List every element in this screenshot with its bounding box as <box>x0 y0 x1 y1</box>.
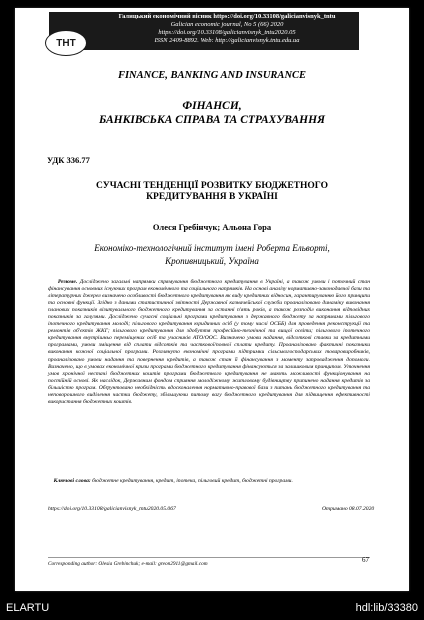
journal-issn-web[interactable]: ISSN 2409-8892. Web: http://galicianvisnyk.tntu.edu.ua <box>154 37 300 44</box>
footer-handle: hdl:lib/33380 <box>355 602 418 614</box>
article-title-1: СУЧАСНІ ТЕНДЕНЦІЇ РОЗВИТКУ БЮДЖЕТНОГО <box>96 181 328 191</box>
received-date: Отримано 08.07.2020 <box>322 506 375 512</box>
keywords <box>48 478 370 485</box>
section-title-ua-2: БАНКІВСЬКА СПРАВА ТА СТРАХУВАННЯ <box>98 114 325 126</box>
institution-line-2: Кропивницький, Україна <box>165 256 259 266</box>
journal-logo: ТНТ <box>45 30 87 56</box>
authors: Олеся Гребінчук; Альона Гора <box>152 222 272 232</box>
section-title-en: FINANCE, BANKING AND INSURANCE <box>117 70 307 81</box>
page-number: 67 <box>362 556 369 564</box>
abstract-text: Досліджено загальні напрямки спрямування бюджетного кредитування в Україні, а також умови і поточний стан фінансування основних існуючих програм економічного та соціального напрямків. На основі аналізу нормативно-законодавчої бази та літературних джерел визначено особливості бюджетного кредитування як виду кредитних відносин, гарантируванню його принципи та основні функції. Згідно з даними статистичної звітності Державної казначейської служби проаналізовано динаміку виконання планових показників візитувального бюджетного кредитування за останні п'ять років, а також розподіл виконання відповідних показників за галузями. Досліджено сучасні соціальні програми кредитування з державного бюджету за напрямами пільгового іпотечного кредитування молоді; пільгового кредитування юридичних осіб (у тому числі ОСББ) для проведення реконструкції та ремонтів об'єктів ЖКГ; пільгового кредитування для здобуття професійно-технічної та вищої освіти; пільгового іпотечного кредитування внутрішньо переміщених осіб та учасників АТО/ООС. Визначено умови надання, відсоткові ставки за кредитними програмами, умови зміщення від сплати відсотків та часткової/повної сплати кредиту. Проаналізовано фактичні показники виконання кожної соціальної програми. Розглянуто економічні програми підтримки сільськогосподарських товаровиробників, проаналізовано умови надання та повернення кредитів, а також стан її фінансування з моменту запровадження допомоги. Визначено, що в умовах економічної кризи програми бюджетного кредитування фінансуються за залишковим принципом. Уточнення умов хронічної нестачі бюджетних коштів програми бюджетного кредитування не мають можливості функціонування на постійній основі. Як наслідок, Державним фондом сприяння молодіжному житловому будівництву припинено надання кредитів за більшістю програм. Обґрунтовано необхідність вдосконалення нормативно-правової бази з питань бюджетного кредитування та неповорошного виділення частки бюджету, збільшуючи питому вагу бюджетного кредитування для підвищення ефективності використання бюджетних коштів. <box>48 279 370 405</box>
footer-repository: ELARTU <box>6 602 50 614</box>
journal-title-en: Galician economic journal, No 5 (66) 2020 <box>170 21 284 28</box>
section-title-ua-1: ФІНАНСИ, <box>182 100 242 112</box>
corresponding-author: Corresponding author: Olesia Grebinchuk; e-mail: greon2911@gmail.com <box>48 557 370 567</box>
institution-line-1: Економіко-технологічний інститут імені Роберта Ельворті, <box>94 243 330 253</box>
abstract-label: Резюме. <box>57 279 78 285</box>
udk-code: УДК 336.77 <box>47 155 90 165</box>
keywords-label: Ключові слова: <box>53 478 91 484</box>
journal-issue-doi[interactable]: https://doi.org/10.33108/galicianvisnyk_tntu2020.05 <box>158 29 296 36</box>
journal-title-ua[interactable]: Галицький економічний вісник https://doi.org/10.33108/galicianvisnyk_tntu <box>118 13 336 20</box>
article-title-2: КРЕДИТУВАННЯ В УКРАЇНІ <box>146 192 278 202</box>
article-doi-link[interactable]: https://doi.org/10.33108/galicianvisnyk_tntu2020.05.067 <box>48 506 176 512</box>
keywords-text: бюджетне кредитування, кредит, іпотека, пільговий кредит, бюджетні програми. <box>92 478 293 484</box>
abstract <box>48 279 370 406</box>
